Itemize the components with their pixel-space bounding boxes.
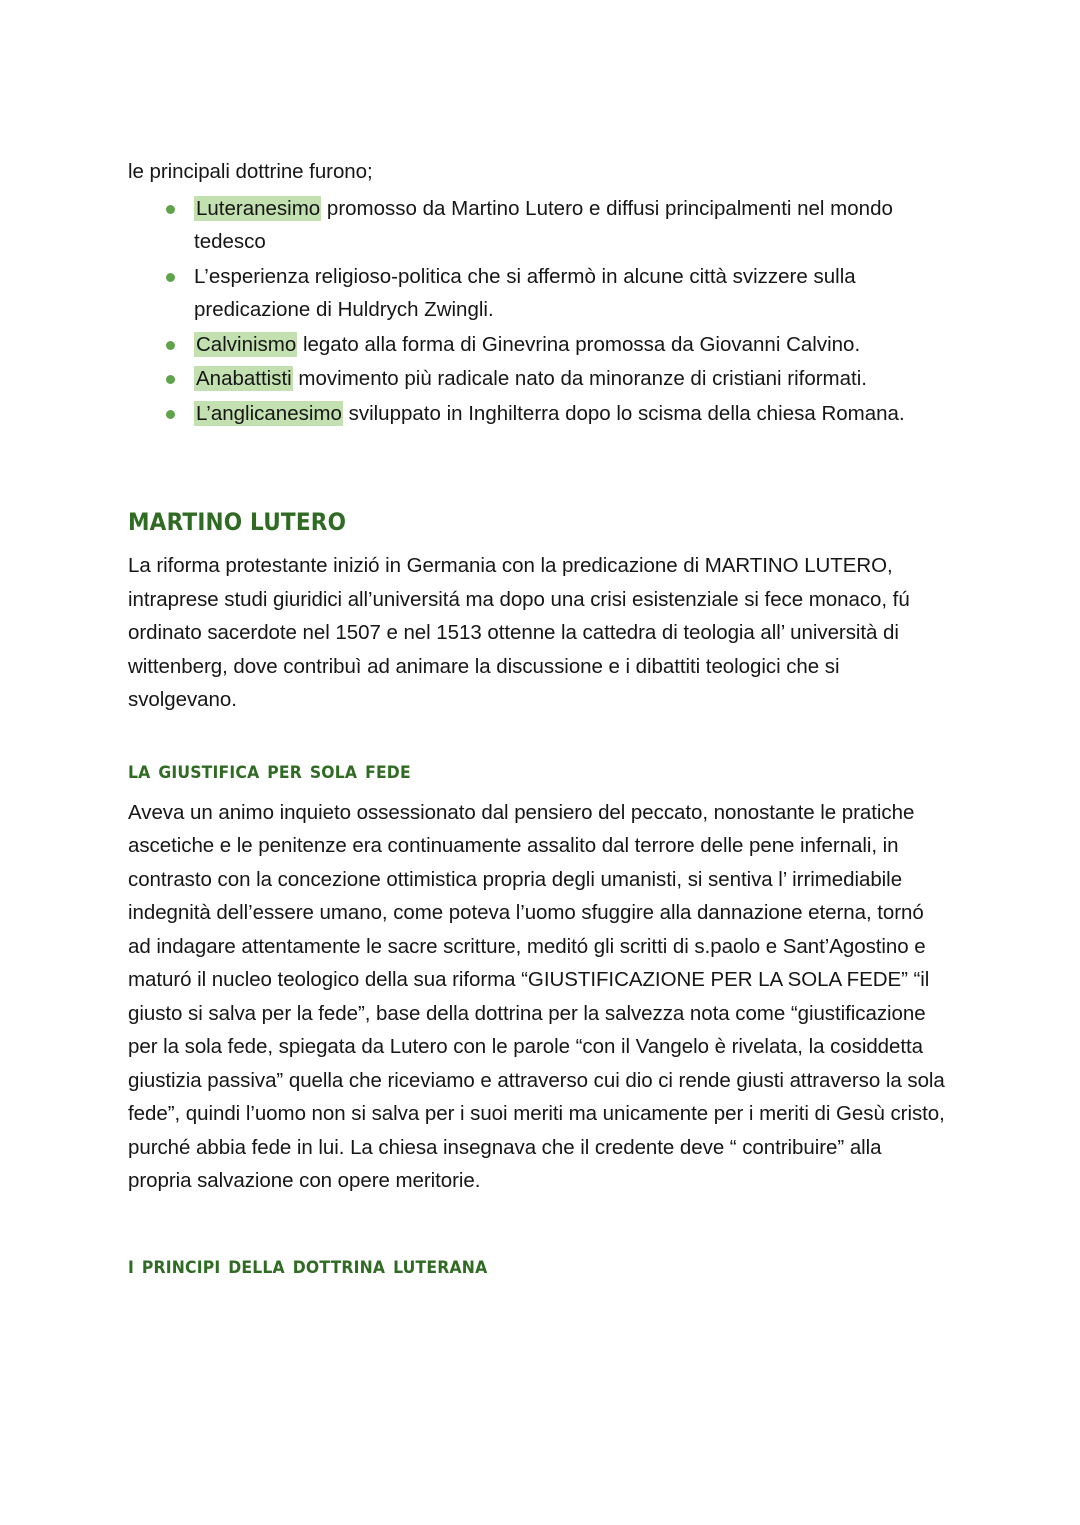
highlighted-term: Calvinismo	[196, 332, 297, 356]
list-item-text: sviluppato in Inghilterra dopo lo scisma della chiesa Romana.	[342, 401, 905, 425]
highlighted-term: Luteranesimo	[196, 196, 321, 220]
bullet-dot-icon	[166, 375, 175, 384]
list-item-text: legato alla forma di Ginevrina promossa da Giovanni Calvino.	[297, 332, 861, 356]
list-item-text: L’esperienza religioso-politica che si affermò in alcune città svizzere sulla predicazione di Huldrych Zwingli.	[194, 264, 856, 321]
spacer	[128, 1198, 960, 1250]
spacer	[128, 537, 960, 549]
bullet-dot-icon	[166, 205, 175, 214]
spacer	[128, 431, 960, 507]
list-item	[128, 260, 946, 327]
list-item	[128, 397, 946, 431]
doctrines-list	[128, 192, 946, 431]
section-heading-principi-dottrina-luterana: i principi della dottrina luterana	[128, 1250, 488, 1279]
list-item-text: promosso da Martino Lutero e diffusi principalmenti nel mondo tedesco	[194, 196, 893, 253]
intro-line: le principali dottrine furono;	[128, 160, 373, 183]
spacer	[128, 717, 960, 755]
list-item	[128, 328, 946, 362]
section-paragraph-giustifica-sola-fede: Aveva un animo inquieto ossessionato dal pensiero del peccato, nonostante le pratiche ascetiche e le penitenze era continuamente assalito dal terrore delle pene infernali, in contrasto con la concezione ottimistica propria degli umanisti, si sentiva l’ irrimediabile indegnità dell’essere umano, come poteva l’uomo sfuggire alla dannazione eterna, tornó ad indagare attentamente le sacre scritture, meditó gli scritti di s.paolo e Sant’Agostino e maturó il nucleo teologico della sua riforma “GIUSTIFICAZIONE PER LA SOLA FEDE” “il giusto si salva per la fede”, base della dottrina per la salvezza nota come “giustificazione per la sola fede, spiegata da Lutero con le parole “con il Vangelo è rivelata, la cosiddetta giustizia passiva” quella che riceviamo e attraverso cui dio ci rende giusti attraverso la sola fede”, quindi l’uomo non si salva per i suoi meriti ma unicamente per i meriti di Gesù cristo, purché abbia fede in lui. La chiesa insegnava che il credente deve “ contribuire” alla propria salvazione con opere meritorie.	[128, 800, 945, 1192]
list-item	[128, 362, 946, 396]
highlighted-term: Anabattisti	[196, 367, 292, 390]
section-heading-martino-lutero: MARTINO LUTERO	[128, 508, 347, 536]
bullet-dot-icon	[166, 273, 175, 282]
section-heading-giustifica-sola-fede: la giustifica per sola fede	[128, 755, 411, 784]
section-paragraph-martino-lutero: La riforma protestante inizió in Germania con la predicazione di MARTINO LUTERO, intraprese studi giuridici all’universitá ma dopo una crisi esistenziale si fece monaco, fú ordinato sacerdote nel 1507 e nel 1513 ottenne la cattedra di teologia all’ università di wittenberg, dove contribuì ad animare la discussione e i dibattiti teologici che si svolgevano.	[128, 554, 910, 711]
spacer	[128, 785, 960, 796]
bullet-dot-icon	[166, 410, 175, 419]
highlighted-term: L’anglicanesimo	[196, 401, 342, 425]
bullet-dot-icon	[166, 341, 175, 350]
list-item-text: movimento più radicale nato da minoranze di cristiani riformati.	[292, 367, 867, 390]
list-item	[128, 192, 946, 259]
